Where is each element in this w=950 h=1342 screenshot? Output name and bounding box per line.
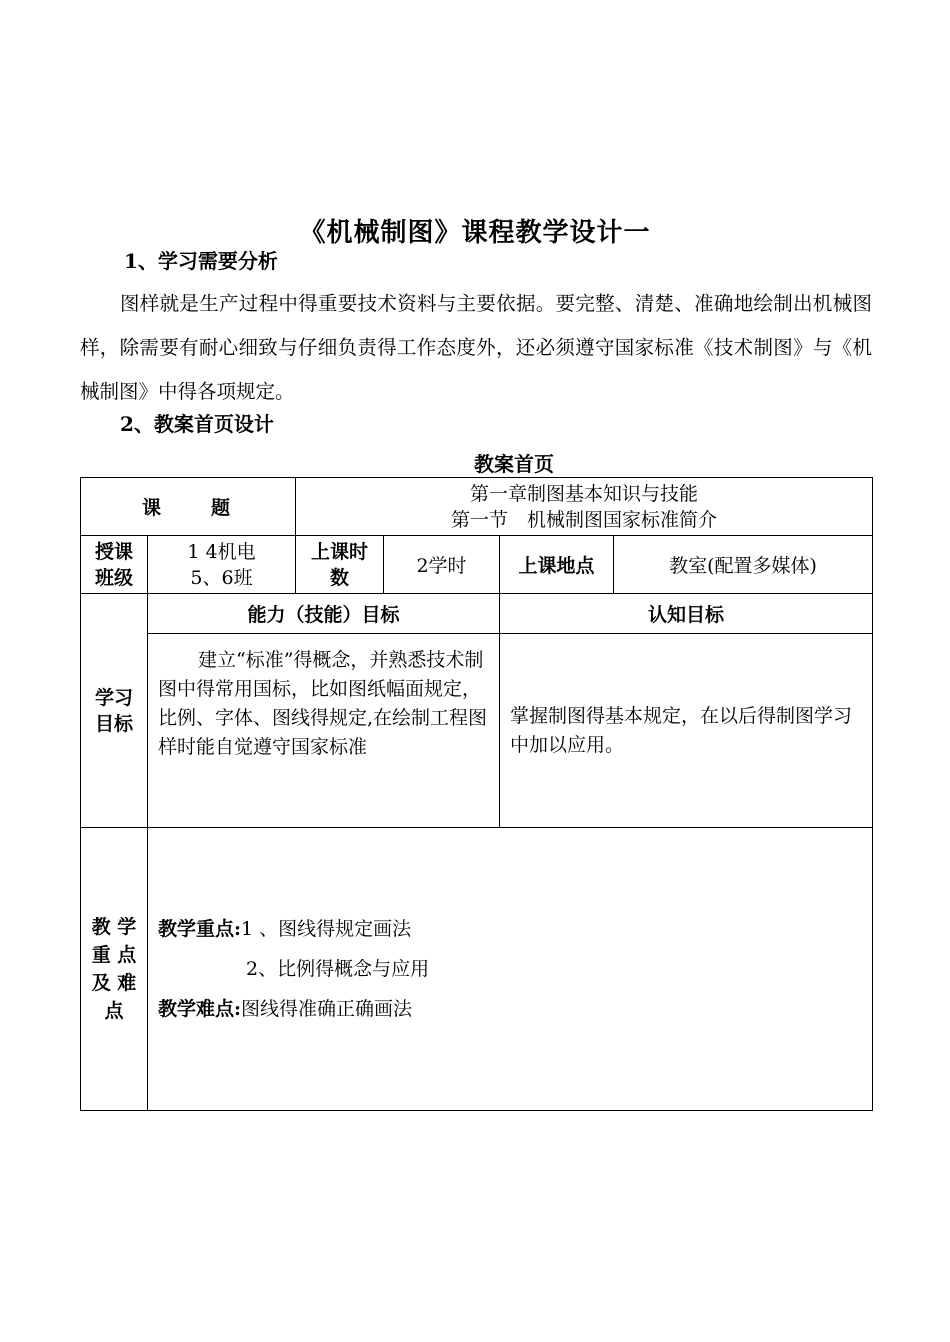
key-point-label: 教学重点: <box>158 918 242 940</box>
section-heading-2: 2、教案首页设计 <box>120 412 274 436</box>
hours-label-line-2: 数 <box>330 566 350 589</box>
section-1-paragraph: 图样就是生产过程中得重要技术资料与主要依据。要完整、清楚、准确地绘制出机械图样，除需要有耐心细致与仔细负责得工作态度外，还必须遵守国家标准《技术制图》与《机械制图》中得各项规定。 <box>80 292 872 403</box>
key-points-content <box>148 828 873 1111</box>
topic-label: 课 题 <box>81 478 296 536</box>
class-label-line-2: 班级 <box>94 566 133 589</box>
hours-value: 2学时 <box>384 536 500 594</box>
class-label-line-1: 授课 <box>94 540 133 563</box>
key-points-label-line-2: 重 点 <box>91 944 137 966</box>
objectives-label-line-1: 学习 <box>94 686 133 709</box>
place-label: 上课地点 <box>500 536 614 594</box>
ability-objective-paragraph: 建立“标准”得概念，并熟悉技术制图中得常用国标，比如图纸幅面规定，比例、字体、图线得规定,在绘制工程图样时能自觉遵守国家标准 <box>158 649 488 758</box>
hours-label <box>296 536 384 594</box>
cognitive-objective-header: 认知目标 <box>500 594 873 634</box>
class-value-line-1: 1 4机电 <box>187 540 256 563</box>
table-row-objective-content <box>81 634 873 828</box>
key-point-item-1: 1 、图线得规定画法 <box>241 918 412 940</box>
difficulty-line <box>158 989 872 1029</box>
hours-label-line-1: 上课时 <box>311 540 369 563</box>
cognitive-objective-text: 掌握制图得基本规定，在以后得制图学习中加以应用。 <box>500 634 873 828</box>
section-heading-1: 1、学习需要分析 <box>124 249 278 273</box>
table-row-topic <box>81 478 873 536</box>
topic-line-2: 第一节 机械制图国家标准简介 <box>451 508 718 531</box>
ability-objective-text <box>148 634 500 828</box>
table-row-objective-headers <box>81 594 873 634</box>
table-row-class-info <box>81 536 873 594</box>
document-title: 《机械制图》课程教学设计一 <box>299 218 651 248</box>
class-value-line-2: 5、6班 <box>190 566 253 589</box>
ability-objective-header: 能力（技能）目标 <box>148 594 500 634</box>
key-points-label <box>81 828 148 1111</box>
key-point-item-2: 2、比例得概念与应用 <box>246 958 430 980</box>
topic-value <box>296 478 873 536</box>
objectives-label <box>81 594 148 828</box>
key-points-label-line-3: 及 难 <box>91 972 137 994</box>
difficulty-label: 教学难点: <box>158 998 242 1020</box>
key-points-label-line-4: 点 <box>104 1000 124 1022</box>
key-point-line-1 <box>158 909 872 949</box>
class-value <box>148 536 296 594</box>
table-row-key-points <box>81 828 873 1111</box>
lesson-plan-table <box>80 477 873 1111</box>
key-points-label-line-1: 教 学 <box>91 916 137 938</box>
place-value: 教室(配置多媒体) <box>614 536 873 594</box>
table-caption: 教案首页 <box>474 452 554 476</box>
objectives-label-line-2: 目标 <box>94 712 133 735</box>
topic-line-1: 第一章制图基本知识与技能 <box>470 482 699 505</box>
class-label <box>81 536 148 594</box>
difficulty-text: 图线得准确正确画法 <box>241 998 413 1020</box>
